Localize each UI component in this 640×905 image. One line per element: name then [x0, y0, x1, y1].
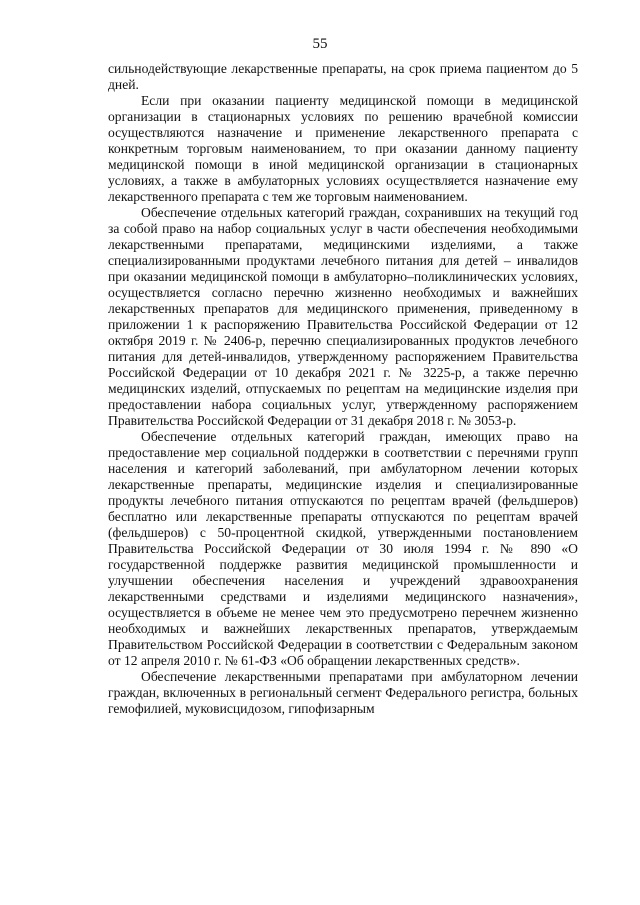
paragraph-continued: сильнодействующие лекарственные препараты, на срок приема пациентом до 5 дней.	[108, 61, 578, 92]
paragraph-social-support-measures: Обеспечение отдельных категорий граждан, имеющих право на предоставление мер социальной поддержки в соответствии с перечнями групп населения и категорий заболеваний, при амбулаторном лечении которых лекарственные препараты, медицинские изделия и специализированные продукты лечебного питания отпускаются по рецептам врачей (фельдшеров) бесплатно или лекарственные препараты отпускаются по рецептам врачей (фельдшеров) с 50-процентной скидкой, утвержденными постановлением Правительства Российской Федерации от 30 июля 1994 г. № 890 «О государственной поддержке развития медицинской промышленности и улучшении обеспечения населения и учреждений здравоохранения лекарственными средствами и изделиями медицинского назначения», осуществляется в объеме не менее чем это предусмотрено перечнем жизненно необходимых и важнейших лекарственных препаратов, утверждаемым Правительством Российской Федерации в соответствии с Федеральным законом от 12 апреля 2010 г. № 61-ФЗ «Об обращении лекарственных средств».	[108, 429, 578, 668]
paragraph-stationary-prescription: Если при оказании пациенту медицинской помощи в медицинской организации в стационарных условиях по решению врачебной комиссии осуществляются назначение и применение лекарственного препарата с конкретным торговым наименованием, то при оказании данному пациенту медицинской помощи в иной медицинской организации в стационарных условиях, а также в амбулаторных условиях осуществляется назначение ему лекарственного препарата с тем же торговым наименованием.	[108, 93, 578, 204]
page-number: 55	[312, 36, 328, 52]
paragraph-federal-register: Обеспечение лекарственными препаратами при амбулаторном лечении граждан, включенных в региональный сегмент Федерального регистра, больных гемофилией, муковисцидозом, гипофизарным	[108, 669, 578, 716]
document-body	[108, 61, 578, 717]
paragraph-social-services-provision: Обеспечение отдельных категорий граждан, сохранивших на текущий год за собой право на набор социальных услуг в части обеспечения необходимыми лекарственными препаратами, медицинскими изделиями, а также специализированными продуктами лечебного питания для детей – инвалидов при оказании медицинской помощи в амбулаторно–поликлинических условиях, осуществляется согласно перечню жизненно необходимых и важнейших лекарственных препаратов для медицинского применения, приведенному в приложении 1 к распоряжению Правительства Российской Федерации от 12 октября 2019 г. № 2406-р, перечню специализированных продуктов лечебного питания для детей-инвалидов, утвержденному распоряжением Правительства Российской Федерации от 10 декабря 2021 г. № 3225-р, а также перечню медицинских изделий, отпускаемых по рецептам на медицинские изделия при предоставлении набора социальных услуг, утвержденному распоряжением Правительства Российской Федерации от 31 декабря 2018 г. № 3053-р.	[108, 205, 578, 428]
